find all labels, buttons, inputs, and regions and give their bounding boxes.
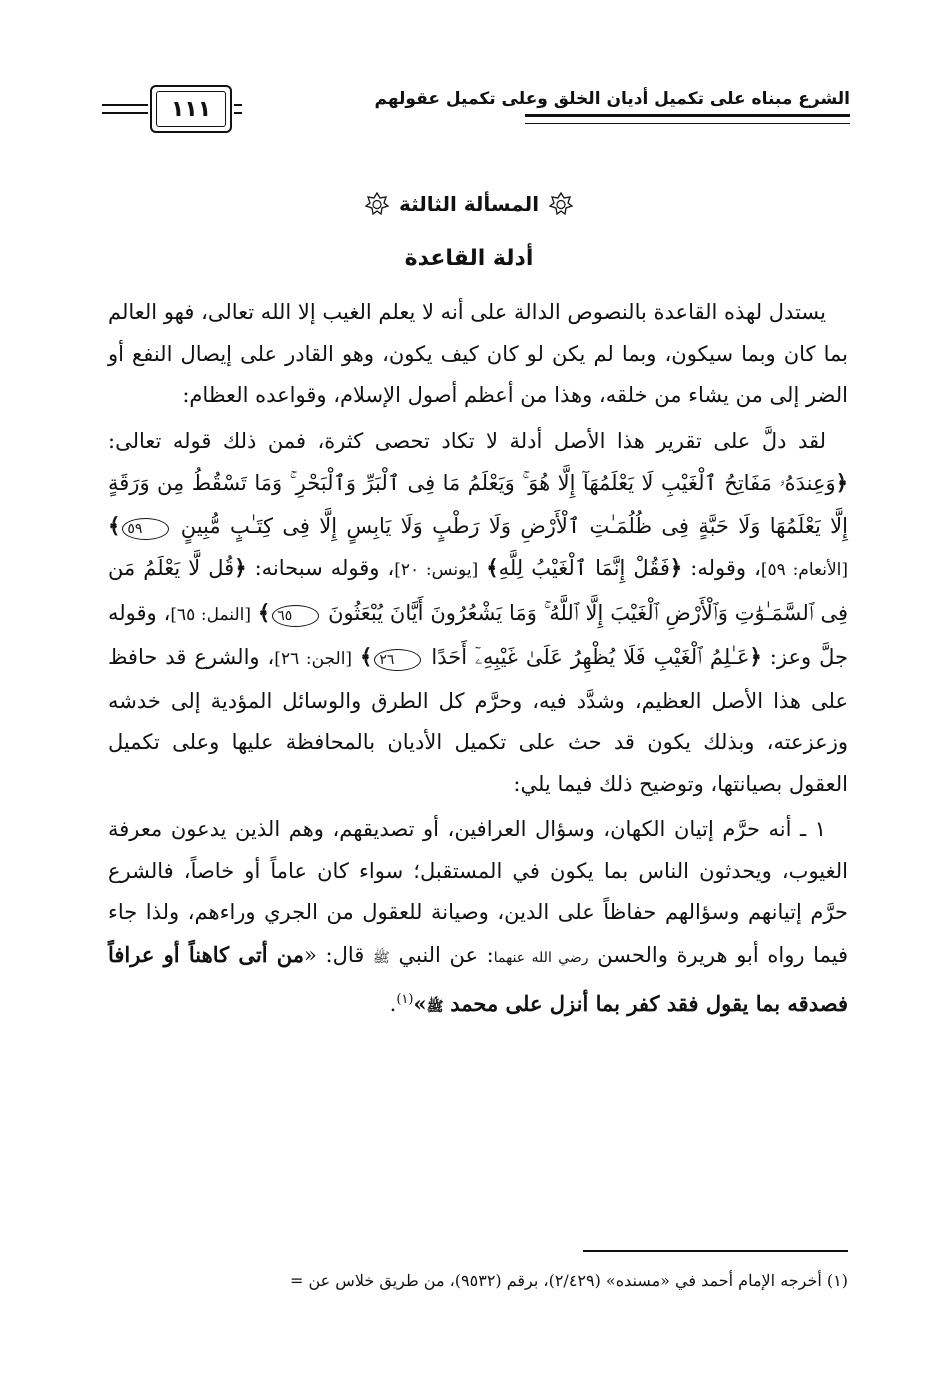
footnote: (١) أخرجه الإمام أحمد في «مسنده» (٢/٤٢٩)، برقم (٩٥٣٢)، من طريق خلاس عن =	[290, 1271, 848, 1290]
ayah-number-3: ٦٥	[272, 605, 319, 627]
frame-rule-left	[102, 104, 148, 114]
section-title	[0, 192, 938, 216]
paragraph-2: لقد دلَّ على تقرير هذا الأصل أدلة لا تكاد تحصى كثرة، فمن ذلك قوله تعالى: ﴿وَعِندَهُۥ مَفَاتِحُ ٱلْغَيْبِ لَا يَعْلَمُهَآ إِلَّا هُوَ ۚ وَيَعْلَمُ مَا فِى ٱلْبَرِّ وَٱلْبَحْرِ ۚ وَمَا تَسْقُطُ مِن وَرَقَةٍ إِلَّا يَعْلَمُهَا وَلَا حَبَّةٍ فِى ظُلُمَـٰتِ ٱلْأَرْضِ وَلَا رَطْبٍ وَلَا يَابِسٍ إِلَّا فِى كِتَـٰبٍ مُّبِينٍ ٥٩﴾ [الأنعام: ٥٩]، وقوله: ﴿فَقُلْ إِنَّمَا ٱلْغَيْبُ لِلَّهِ﴾ [يونس: ٢٠]، وقوله سبحانه: ﴿قُل لَّا يَعْلَمُ مَن فِى ٱلسَّمَـٰوَٰتِ وَٱلْأَرْضِ ٱلْغَيْبَ إِلَّا ٱللَّهُ ۚ وَمَا يَشْعُرُونَ أَيَّانَ يُبْعَثُونَ ٦٥﴾ [النمل: ٦٥]، وقوله جلَّ وعز: ﴿عَـٰلِمُ ٱلْغَيْبِ فَلَا يُظْهِرُ عَلَىٰ غَيْبِهِۦٓ أَحَدًا ٢٦﴾ [الجن: ٢٦]، والشرع قد حافظ على هذا الأصل العظيم، وشدَّد فيه، وحرَّم كل الطرق والوسائل المؤدية إلى خدشه وزعزعته، وبذلك يكون قد حث على تكميل الأديان بالمحافظة عليها وعلى تكميل العقول بصيانتها، وتوضيح ذلك فيما يلي:	[108, 428, 848, 796]
quran-verse-2: فَقُلْ إِنَّمَا ٱلْغَيْبُ لِلَّهِ	[498, 556, 670, 580]
p2-outro: ، والشرع قد حافظ على هذا الأصل العظيم، وشدَّد فيه، وحرَّم كل الطرق والوسائل المؤدية إلى خدشه وزعزعته، وبذلك يكون قد حث على تكميل الأديان بالمحافظة عليها وعلى تكميل العقول بصيانتها، وتوضيح ذلك فيما يلي:	[108, 645, 848, 796]
paragraph-1: يستدل لهذه القاعدة بالنصوص الدالة على أنه لا يعلم الغيب إلا الله تعالى، فهو العالم بما كان وبما سيكون، وبما لم يكن لو كان كيف يكون، وهو القادر على إيصال النفع أو الضر إلى من يشاء من خلقه، وهذا من أعظم أصول الإسلام، وقواعده العظام:	[108, 300, 848, 407]
p3-mid: : عن النبي	[398, 942, 494, 967]
p3-text: ١ ـ أنه حرَّم إتيان الكهان، وسؤال العرافين، أو تصديقهم، وهم الذين يدعون معرفة الغيوب، ويحدثون الناس بما يكون في المستقبل؛ سواء كان عاماً أو خاصاً، فالشرع حرَّم إتيانهم وسؤالهم حفاظاً على الدين، وصيانة للعقول من الجري وراءهم، ولذا جاء فيما رواه أبو هريرة والحسن	[108, 817, 849, 967]
page-number: ١١١	[170, 96, 212, 122]
running-header: الشرع مبناه على تكميل أديان الخلق وعلى تكميل عقولهم	[374, 89, 850, 109]
ayah-number-4: ٢٦	[374, 649, 421, 671]
verse-ref-3: [النمل: ٦٥]	[170, 604, 251, 625]
verse-ref-2: [يونس: ٢٠]	[394, 560, 479, 580]
subtitle: أدلة القاعدة	[404, 246, 534, 271]
hadith-close: »	[413, 991, 427, 1016]
header-rule	[525, 114, 850, 124]
hadith-text: من أتى كاهناً أو عرافاً فصدقه بما يقول فقد كفر بما أنزل على محمد	[108, 941, 848, 1016]
quran-verse-3: قُل لَّا يَعْلَمُ مَن فِى ٱلسَّمَـٰوَٰتِ وَٱلْأَرْضِ ٱلْغَيْبَ إِلَّا ٱللَّهُ ۚ وَمَا يَشْعُرُونَ أَيَّانَ يُبْعَثُونَ	[108, 556, 848, 625]
footnote-mark: (١)	[396, 992, 414, 1007]
verse-ref-1: [الأنعام: ٥٩]	[760, 560, 848, 580]
p3-end: .	[389, 992, 397, 1016]
quran-verse-1: وَعِندَهُۥ مَفَاتِحُ ٱلْغَيْبِ لَا يَعْلَمُهَآ إِلَّا هُوَ ۚ وَيَعْلَمُ مَا فِى ٱلْبَرِّ وَٱلْبَحْرِ ۚ وَمَا تَسْقُطُ مِن وَرَقَةٍ إِلَّا يَعْلَمُهَا وَلَا حَبَّةٍ فِى ظُلُمَـٰتِ ٱلْأَرْضِ وَلَا رَطْبٍ وَلَا يَابِسٍ إِلَّا فِى كِتَـٰبٍ مُّبِينٍ	[108, 471, 848, 538]
honorific-prophet: ﷺ	[372, 949, 390, 966]
connector-2: ، وقوله سبحانه:	[254, 556, 395, 580]
honorific-prophet-2: ﷺ	[426, 999, 444, 1015]
star-ornament-icon	[365, 192, 389, 216]
verse-ref-4: [الجن: ٢٦]	[274, 649, 353, 669]
body-text	[108, 292, 848, 1033]
paragraph-3	[108, 809, 848, 1029]
ayah-number-1: ٥٩	[122, 518, 169, 540]
connector-1: ، وقوله:	[690, 556, 761, 580]
honorific-companions: رضي الله عنهما	[493, 949, 589, 966]
connector-3: ، وقوله جلَّ وعز:	[108, 600, 848, 669]
frame-rule-right	[234, 104, 242, 114]
p3-said: قال: «	[304, 942, 373, 967]
star-ornament-icon	[549, 192, 573, 216]
p2-intro: لقد دلَّ على تقرير هذا الأصل أدلة لا تكاد تحصى كثرة، فمن ذلك قوله تعالى:	[108, 428, 826, 453]
quran-verse-4: عَـٰلِمُ ٱلْغَيْبِ فَلَا يُظْهِرُ عَلَىٰ غَيْبِهِۦٓ أَحَدًا	[431, 645, 750, 669]
section-title-text: المسألة الثالثة	[398, 192, 540, 216]
footnote-rule	[583, 1250, 848, 1252]
page-number-frame	[150, 85, 232, 133]
